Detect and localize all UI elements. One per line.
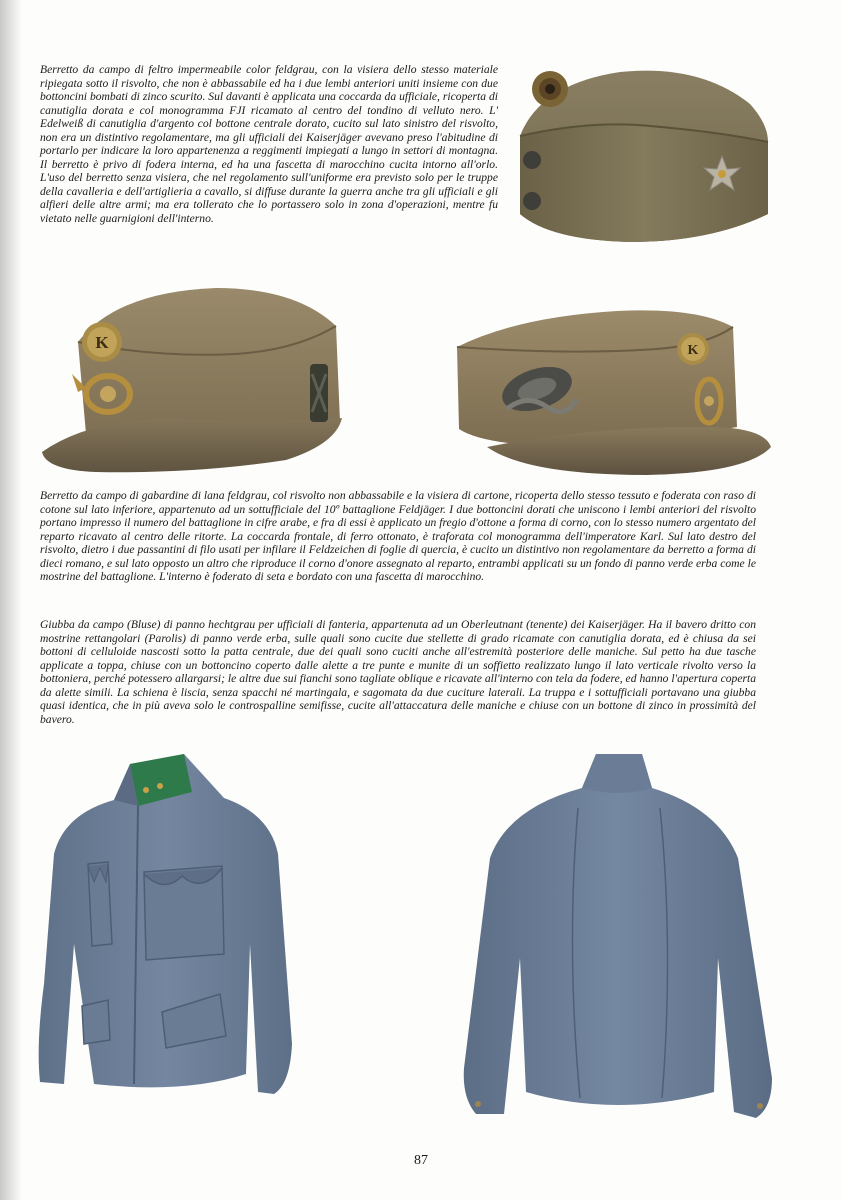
- sleeve-button-icon: [475, 1101, 481, 1107]
- battalion-button-icon: [677, 333, 709, 365]
- rank-star-icon: [143, 787, 149, 793]
- page-number: 87: [414, 1153, 428, 1168]
- caption-field-jacket: Giubba da campo (Bluse) di panno hechtgrau per ufficiali di fanteria, appartenuta ad un Oberleutnant (tenente) dei Kaiserjäger. Ha il bavero dritto con mostrine rettangolari (Parolis) di panno verde erba, sulle quali sono cucite due stellette di grado ricamate con canutiglia dorata, ed è chiusa da sei bottoni di celluloide nascosti sotto la patta centrale, due dei quali sono cuciti anche all'estremità posteriore delle maniche. Sul petto ha due tasche applicate a toppa, chiuse con un bottoncino coperto dalle alette a tre punte e munite di un soffietto realizzato lungo il lato verticale rivolto verso la bottoniera, perché potessero allargarsi; le altre due sui fianchi sono tagliate oblique e ricavate all'interno con tela da fodere, ed hanno l'apertura coperta da alette simili. La schiena è liscia, senza spacchi né martingala, e sagomata da due cuciture laterali. La truppa e i sottufficiali portavano una giubba quasi identica, che in più aveva solo le controspalline semifisse, cucite all'attaccatura delle maniche e chiuse con un bottone di zinco in prossimità del bavero.: [40, 618, 756, 726]
- photo-jacket-back: [456, 748, 778, 1128]
- photo-gabardine-cap-side: [447, 297, 777, 477]
- sleeve-button-icon: [757, 1103, 763, 1109]
- caption-gabardine-field-cap: Berretto da campo di gabardine di lana feldgrau, col risvolto non abbassabile e la visiera di cartone, ricoperta dello stesso tessuto e foderata con raso di cotone sul lato inferiore, appartenuto ad un sottufficiale del 10º battaglione Feldjäger. I due bottoncini dorati che uniscono i lembi anteriori del risvolto portano impresso il numero del battaglione in cifre arabe, e fra di essi è applicato un fregio d'ottone a forma di corno, con lo stesso numero argentato del reparto ricavato al centro delle ritorte. La coccarda frontale, di ferro ottonato, è traforata col monogramma dell'imperatore Karl. Sul lato destro del risvolto, dietro i due passantini di filo usati per infilare il Feldzeichen di foglie di quercia, è cucito un distintivo non regolamentare da berretto a forma di dieci romano, e sul lato opposto un altro che riproduce il corno d'onore assegnato al reparto, entrambi applicati su un fondo di panno verde erba come le mostrine del battaglione. L'interno è foderato di seta e bordato con una fascetta di marocchino.: [40, 489, 756, 583]
- felt-cap-illustration: [510, 64, 778, 250]
- photo-gabardine-cap-front: [36, 284, 390, 476]
- photo-felt-field-cap: [510, 64, 778, 250]
- gabardine-cap-side-illustration: [447, 297, 777, 477]
- zinc-button-icon: [523, 192, 541, 210]
- photo-jacket-front: [34, 744, 300, 1106]
- battalion-button-icon: [82, 322, 122, 362]
- gabardine-cap-front-illustration: [36, 284, 390, 476]
- zinc-button-icon: [523, 151, 541, 169]
- jacket-front-illustration: [34, 744, 300, 1106]
- page-binding-edge: [0, 0, 22, 1200]
- rank-star-icon: [157, 783, 163, 789]
- svg-text:K: K: [687, 343, 699, 358]
- svg-text:K: K: [95, 333, 109, 352]
- jacket-back-illustration: [456, 748, 778, 1128]
- caption-felt-field-cap: Berretto da campo di feltro impermeabile color feldgrau, con la visiera dello stesso materiale ripiegata sotto il risvolto, che non è abbassabile ed ha i due lembi anteriori uniti insieme con due bottoncini bombati di zinco scurito. Sul davanti è applicata una coccarda da ufficiale, ricoperta di canutiglia dorata e col monogramma FJI ricamato al centro del tondino di velluto nero. L' Edelweiß di canutiglia d'argento col bottone centrale dorato, cucito sul lato sinistro del risvolto, non era un distintivo regolamentare, ma gli ufficiali dei Kaiserjäger avevano preso l'abitudine di portarlo per indicare la loro appartenenza a reggimenti impiegati a lungo in settori di montagna. Il berretto è privo di fodera interna, ed ha una fascetta di marocchino cucita intorno all'orlo. L'uso del berretto senza visiera, che nel regolamento sull'uniforme era previsto solo per le truppe della cavalleria e dell'artiglieria a cavallo, si diffuse durante la guerra anche tra gli ufficiali e gli alfieri delle altre armi; ma era tollerato che lo portassero solo in zona d'operazioni, mentre fu vietato nelle guarnigioni dell'interno.: [40, 63, 498, 225]
